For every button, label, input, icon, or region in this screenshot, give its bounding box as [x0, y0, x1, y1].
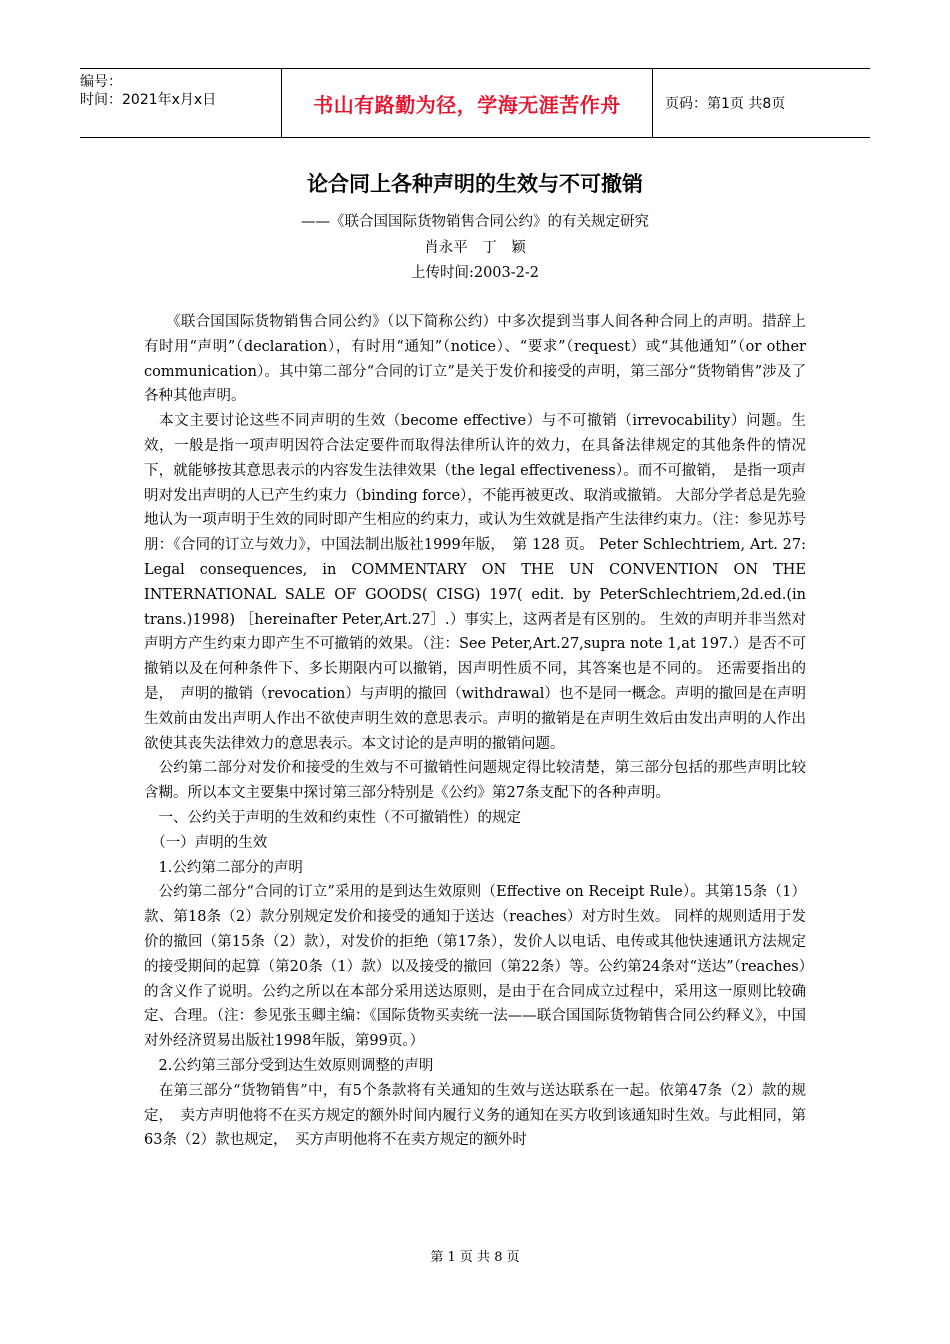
subsection-heading: （一）声明的生效 [144, 834, 268, 851]
page-header [80, 68, 870, 138]
page-footer: 第 1 页 共 8 页 [430, 1250, 520, 1265]
paragraph: 公约第二部分对发价和接受的生效与不可撤销性问题规定得比较清楚，第三部分包括的那些声明比较含糊。所以本文主要集中探讨第三部分特别是《公约》第27条支配下的各种声明。 [144, 760, 806, 802]
paragraph: 公约第二部分“合同的订立”采用的是到达生效原则（Effective on Receipt Rule）。其第15条（1）款、第18条（2）款分别规定发价和接受的通知于送达（reaches）对方时生效。 同样的规则适用于发价的撤回（第15条（2）款），对发价的拒绝（第17条），发价人以电话、电传或其他快速通讯方法规定的接受期间的起算（第20条（1）款）以及接受的撤回（第22条）等。公约第24条对“送达”（reaches）的含义作了说明。公约之所以在本部分采用送达原则，是由于在合同成立过程中，采用这一原则比较确定、合理。（注：参见张玉卿主编：《国际货物买卖统一法——联合国国际货物销售合同公约释义》，中国对外经济贸易出版社1998年版，第99页。） [144, 884, 806, 1050]
article-subtitle: ——《联合国国际货物销售合同公约》的有关规定研究 [301, 214, 649, 230]
subsection-heading: 1.公约第二部分的声明 [144, 859, 303, 876]
header-meta [80, 69, 281, 137]
article-upload-time: 上传时间:2003-2-2 [410, 265, 540, 281]
section-heading: 一、公约关于声明的生效和约束性（不可撤销性）的规定 [144, 809, 521, 826]
subsection-heading: 2.公约第三部分受到达生效原则调整的声明 [144, 1057, 434, 1074]
paragraph: 《联合国国际货物销售合同公约》（以下简称公约）中多次提到当事人间各种合同上的声明。措辞上有时用“声明”（declaration），有时用“通知”（notice）、“要求”（request）或“其他通知”（or other communication）。其中第二部分“合同的订立”是关于发价和接受的声明，第三部分“货物销售”涉及了各种其他声明。 [144, 314, 806, 405]
paragraph: 本文主要讨论这些不同声明的生效（become effective）与不可撤销（irrevocability）问题。生效，一般是指一项声明因符合法定要件而取得法律所认许的效力，在具备法律规定的其他条件的情况下，就能够按其意思表示的内容发生法律效果（the legal effectiveness）。而不可撤销， 是指一项声明对发出声明的人已产生约束力（binding force），不能再被更改、取消或撤销。 大部分学者总是先验地认为一项声明于生效的同时即产生相应的约束力，或认为生效就是指产生法律约束力。（注：参见苏号朋：《合同的订立与效力》，中国法制出版社1999年版， 第 128 页。 Peter Schlechtriem, Art. 27: Legal consequences, in COMMENTARY ON THE UN CONVENTION ON THE INTERNATIONAL SALE OF GOODS( CISG) 197( edit. by PeterSchlechtriem,2d.ed.(in trans.)1998) ［hereinafter Peter,Art.27］.）事实上，这两者是有区别的。 生效的声明并非当然对声明方产生约束力即产生不可撤销的效果。（注：See Peter,Art.27,supra note 1,at 197.）是否不可撤销以及在何种条件下、多长期限内可以撤销，因声明性质不同，其答案也是不同的。 还需要指出的是， 声明的撤销（revocation）与声明的撤回（withdrawal）也不是同一概念。声明的撤回是在声明生效前由发出声明人作出不欲使声明生效的意思表示。声明的撤销是在声明生效后由发出声明的人作出欲使其丧失法律效力的意思表示。本文讨论的是声明的撤销问题。 [144, 413, 806, 752]
article-body [144, 310, 806, 1153]
header-page-label: 页码：第1页 共8页 [665, 96, 786, 112]
paragraph: 在第三部分“货物销售”中，有5个条款将有关通知的生效与送达联系在一起。依第47条（2）款的规定， 卖方声明他将不在买方规定的额外时间内履行义务的通知在买方收到该通知时生效。与此相同，第63条（2）款也规定， 买方声明他将不在卖方规定的额外时 [144, 1082, 806, 1149]
article-title: 论合同上各种声明的生效与不可撤销 [307, 172, 643, 196]
article-authors: 肖永平 丁 颖 [424, 240, 526, 256]
header-motto: 书山有路勤为径，学海无涯苦作舟 [281, 69, 653, 137]
time-label: 时间：2021年x月x日 [80, 92, 217, 108]
number-label: 编号： [80, 74, 122, 90]
